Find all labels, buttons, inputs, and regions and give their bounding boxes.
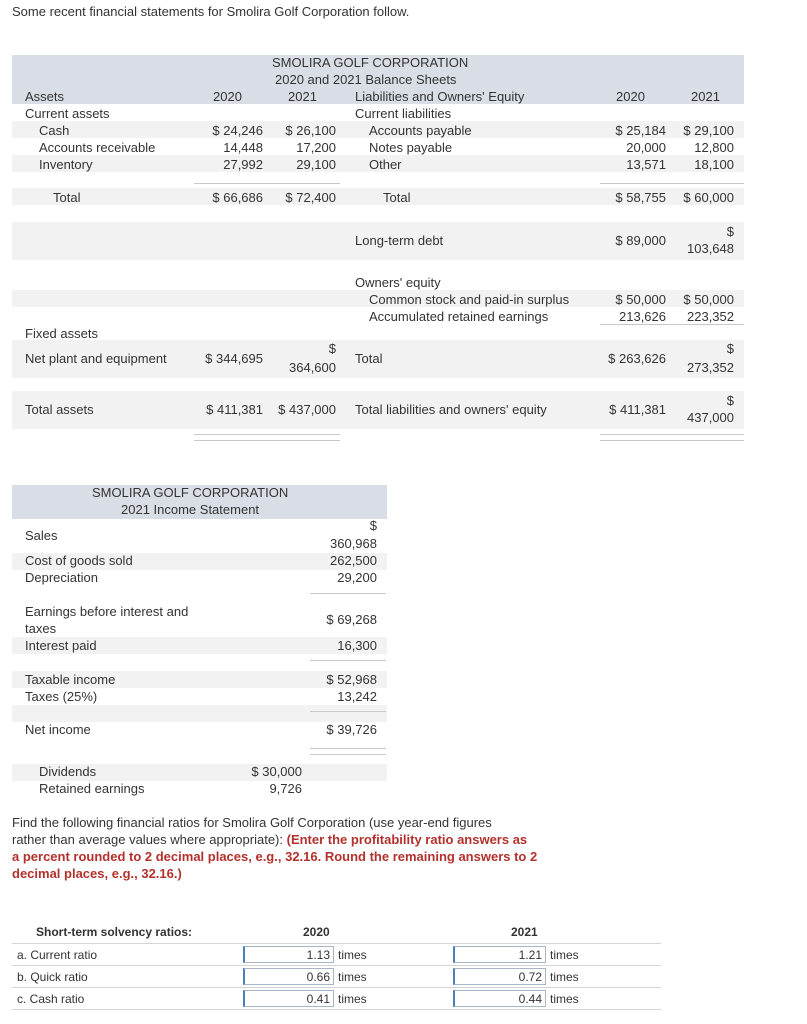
npe-2021: 364,600 [289, 360, 336, 375]
current-liab-total-2020: $ 58,755 [615, 190, 666, 205]
npe-2020: $ 344,695 [205, 351, 263, 366]
ltd-2021: 103,648 [687, 241, 734, 256]
unit-label: times [550, 969, 579, 984]
tle-2021: 437,000 [687, 410, 734, 425]
total-assets-2020: $ 411,381 [206, 402, 263, 417]
tle-2021-dollar: $ [726, 393, 734, 408]
sales-dollar: $ [369, 518, 377, 533]
fixed-assets-label: Fixed assets [25, 326, 98, 341]
ratio-table [12, 920, 661, 1010]
ebit-label-line1: Earnings before interest and [25, 604, 189, 619]
np-label: Notes payable [369, 140, 453, 155]
sales-label: Sales [25, 528, 58, 543]
addition-retained-value: 9,726 [269, 781, 302, 796]
cash-2021: $ 26,100 [285, 123, 336, 138]
unit-label: times [550, 991, 579, 1006]
current-liab-total-2021: $ 60,000 [683, 190, 734, 205]
ltd-2021-dollar: $ [726, 224, 734, 239]
ebit-label-line2: taxes [25, 621, 57, 636]
instructions-line1: Find the following financial ratios for Smolira Golf Corporation (use year-end figures [12, 815, 492, 830]
ar-label: Accounts receivable [39, 140, 156, 155]
income-company-name: SMOLIRA GOLF CORPORATION [92, 485, 289, 500]
assets-year2-header: 2021 [288, 89, 317, 104]
ratio-category-header: Short-term solvency ratios: [12, 920, 243, 944]
liabilities-header: Liabilities and Owners' Equity [355, 89, 525, 104]
taxable-income-value: $ 52,968 [326, 672, 377, 687]
ratio-row-cash [12, 988, 661, 1010]
taxable-income-label: Taxable income [25, 672, 116, 687]
retained-earnings-2021: 223,352 [687, 309, 734, 324]
cash-2020: $ 24,246 [212, 123, 263, 138]
retained-earnings-label: Accumulated retained earnings [369, 309, 549, 324]
ap-2021: $ 29,100 [683, 123, 734, 138]
current-liabilities-label: Current liabilities [355, 106, 452, 121]
ratio-row-current [12, 944, 661, 966]
ar-2020: 14,448 [223, 140, 263, 155]
current-ratio-2021-input[interactable]: 1.21 [453, 946, 546, 963]
taxes-label: Taxes (25%) [25, 689, 98, 704]
quick-ratio-2020-input[interactable]: 0.66 [243, 968, 334, 985]
np-2020: 20,000 [626, 140, 666, 155]
np-2021: 12,800 [694, 140, 734, 155]
cogs-value: 262,500 [330, 553, 377, 568]
interest-value: 16,300 [337, 638, 377, 653]
current-assets-total-2020: $ 66,686 [212, 190, 263, 205]
interest-label: Interest paid [25, 638, 97, 653]
current-assets-total-2021: $ 72,400 [285, 190, 336, 205]
ap-2020: $ 25,184 [615, 123, 666, 138]
owners-equity-label: Owners' equity [355, 275, 441, 290]
other-2020: 13,571 [626, 157, 666, 172]
instructions-line4: decimal places, e.g., 32.16.) [12, 866, 182, 881]
ratio-col-2021: 2021 [453, 920, 661, 944]
common-stock-label: Common stock and paid-in surplus [369, 292, 570, 307]
dividends-value: $ 30,000 [251, 764, 302, 779]
common-stock-2020: $ 50,000 [615, 292, 666, 307]
unit-label: times [338, 947, 367, 962]
ratio-label: b. Quick ratio [12, 966, 243, 988]
depreciation-label: Depreciation [25, 570, 98, 585]
net-income-value: $ 39,726 [326, 722, 377, 737]
npe-label: Net plant and equipment [25, 351, 167, 366]
ltd-label: Long-term debt [355, 233, 444, 248]
ratio-row-quick [12, 966, 661, 988]
assets-header: Assets [25, 89, 65, 104]
current-assets-label: Current assets [25, 106, 110, 121]
unit-label: times [338, 991, 367, 1006]
ratio-label: a. Current ratio [12, 944, 243, 966]
ebit-value: $ 69,268 [326, 612, 377, 627]
assets-year1-header: 2020 [213, 89, 242, 104]
instructions-line3: a percent rounded to 2 decimal places, e.g., 32.16. Round the remaining answers to 2 [12, 849, 538, 864]
total-assets-label: Total assets [25, 402, 94, 417]
liab-year1-header: 2020 [616, 89, 645, 104]
liab-year2-header: 2021 [691, 89, 720, 104]
ar-2021: 17,200 [296, 140, 336, 155]
ltd-2020: $ 89,000 [615, 233, 666, 248]
equity-total-2021: 273,352 [687, 360, 734, 375]
inventory-2020: 27,992 [223, 157, 263, 172]
addition-retained-label: Retained earnings [39, 781, 145, 796]
inventory-label: Inventory [39, 157, 93, 172]
ratio-table-header [12, 920, 661, 944]
retained-earnings-2020: 213,626 [619, 309, 666, 324]
ap-label: Accounts payable [369, 123, 472, 138]
cash-ratio-2021-input[interactable]: 0.44 [453, 990, 546, 1007]
other-label: Other [369, 157, 402, 172]
balance-company-name: SMOLIRA GOLF CORPORATION [272, 55, 469, 70]
tle-2020: $ 411,381 [609, 402, 666, 417]
ratio-label: c. Cash ratio [12, 988, 243, 1010]
tle-label: Total liabilities and owners' equity [355, 402, 547, 417]
equity-total-2021-dollar: $ [726, 341, 734, 356]
quick-ratio-2021-input[interactable]: 0.72 [453, 968, 546, 985]
cash-label: Cash [39, 123, 70, 138]
total-assets-2021: $ 437,000 [278, 402, 336, 417]
cash-ratio-2020-input[interactable]: 0.41 [243, 990, 334, 1007]
cogs-label: Cost of goods sold [25, 553, 133, 568]
taxes-value: 13,242 [337, 689, 377, 704]
other-2021: 18,100 [694, 157, 734, 172]
depreciation-value: 29,200 [337, 570, 377, 585]
net-income-label: Net income [25, 722, 91, 737]
unit-label: times [338, 969, 367, 984]
dividends-label: Dividends [39, 764, 97, 779]
equity-total-label: Total [355, 351, 383, 366]
sales-value: 360,968 [330, 536, 377, 551]
current-liab-total-label: Total [383, 190, 411, 205]
current-assets-total-label: Total [53, 190, 81, 205]
intro-text: Some recent financial statements for Smolira Golf Corporation follow. [12, 4, 410, 19]
ratio-col-2020: 2020 [243, 920, 453, 944]
current-ratio-2020-input[interactable]: 1.13 [243, 946, 334, 963]
npe-2021-dollar: $ [328, 341, 336, 356]
inventory-2021: 29,100 [296, 157, 336, 172]
instructions-line2: rather than average values where appropriate): (Enter the profitability ratio answers as [12, 832, 528, 847]
equity-total-2020: $ 263,626 [608, 351, 666, 366]
common-stock-2021: $ 50,000 [683, 292, 734, 307]
unit-label: times [550, 947, 579, 962]
income-statement-title: 2021 Income Statement [121, 502, 260, 517]
balance-sheet-title: 2020 and 2021 Balance Sheets [275, 72, 457, 87]
